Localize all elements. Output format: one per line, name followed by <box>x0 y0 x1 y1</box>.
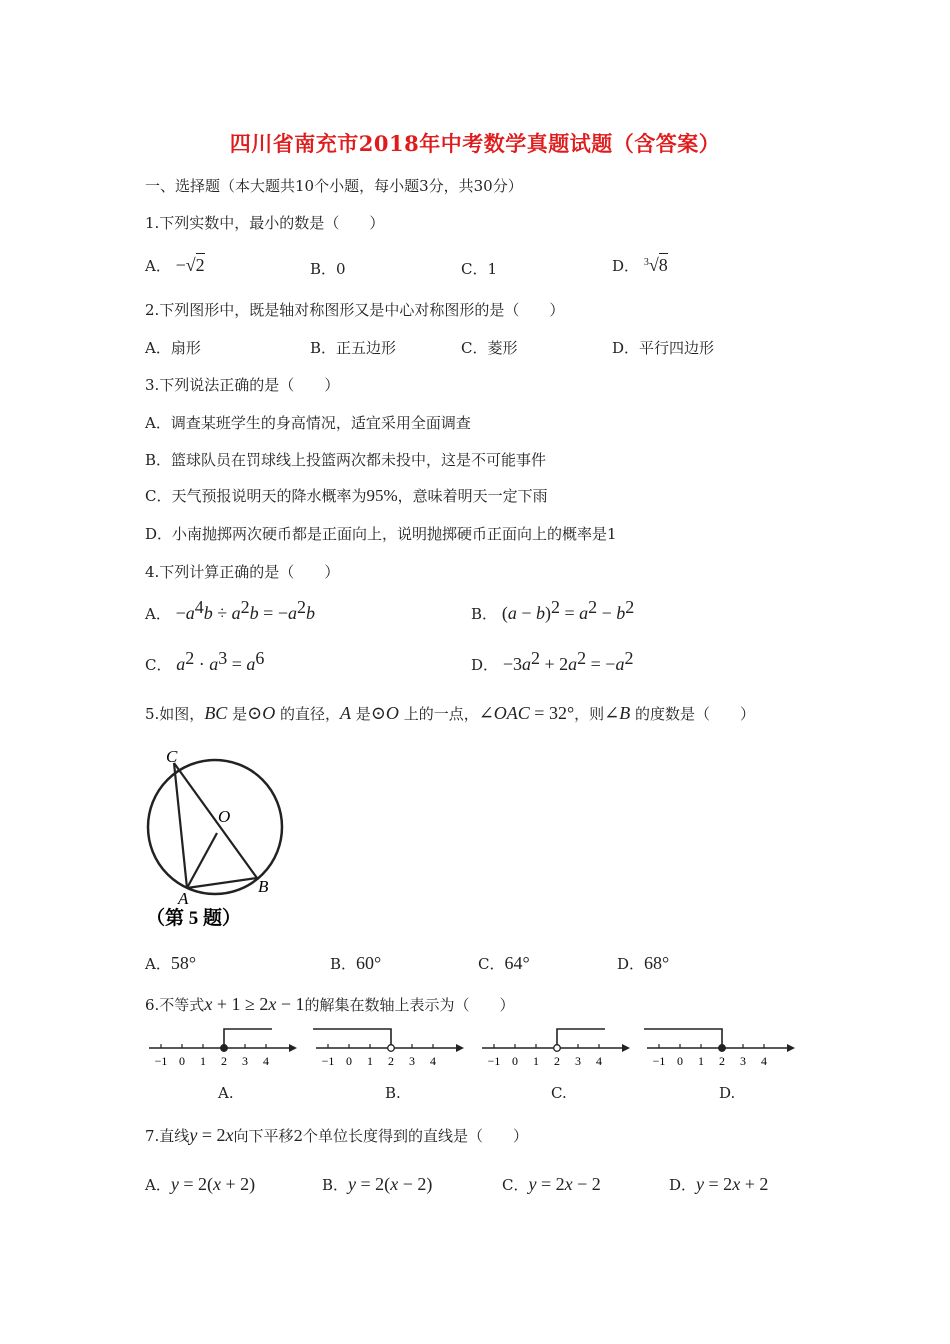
tick-label: 3 <box>242 1054 248 1068</box>
solution-ray <box>313 1029 391 1048</box>
axis-arrow <box>289 1044 297 1052</box>
tick-label: −1 <box>487 1054 501 1068</box>
q4-option-c: C． $a^2 \cdot a^3 = a^6$ <box>145 648 265 674</box>
page-title: 四川省南充市2018年中考数学真题试题（含答案） <box>229 131 721 156</box>
q1-option-d: D． $^3$√8 <box>612 255 668 275</box>
solution-ray <box>644 1029 722 1048</box>
q7-option-d: D．y = 2x + 2 <box>669 1174 769 1194</box>
circle-o <box>148 760 282 894</box>
tick-label: 3 <box>409 1054 415 1068</box>
q4-option-b: B． $(a - b)^2 = a^2 - b^2$ <box>471 597 635 623</box>
q1-option-a: A． −√2 <box>145 255 205 275</box>
q6-option-c-label: C. <box>551 1084 567 1102</box>
q6-option-d-label: D. <box>719 1084 736 1102</box>
q5-option-a: A．58° <box>145 953 197 973</box>
tick-label: 0 <box>179 1054 185 1068</box>
tick-label: 2 <box>221 1054 227 1068</box>
tick-label: −1 <box>652 1054 666 1068</box>
closed-point <box>719 1045 726 1052</box>
tick-label: 1 <box>200 1054 206 1068</box>
tick-label: 1 <box>367 1054 373 1068</box>
question-5-stem: 5.如图，BC 是⊙O 的直径，A 是⊙O 上的一点，∠OAC = 32°，则∠B 的度数是（ ） <box>145 703 756 723</box>
question-6-stem: 6.不等式x + 1 ≥ 2x − 1的解集在数轴上表示为（ ） <box>145 994 515 1014</box>
solution-ray <box>557 1029 605 1048</box>
tick-label: 2 <box>719 1054 725 1068</box>
question-2-stem: 2.下列图形中，既是轴对称图形又是中心对称图形的是（ ） <box>145 301 565 319</box>
q3-option-a: A．调查某班学生的身高情况，适宜采用全面调查 <box>145 414 471 432</box>
q1-option-b: B．0 <box>310 260 346 278</box>
q4-option-a: A． $-a^4b \div a^2b = -a^2b$ <box>145 597 315 623</box>
tick-label: 4 <box>596 1054 602 1068</box>
q2-option-c: C．菱形 <box>461 339 518 357</box>
q7-option-b: B．y = 2(x − 2) <box>322 1174 433 1194</box>
tick-label: 0 <box>512 1054 518 1068</box>
axis-arrow <box>622 1044 630 1052</box>
q6-option-a-label: A. <box>218 1084 234 1102</box>
closed-point <box>221 1045 228 1052</box>
number-line-c <box>478 1025 630 1075</box>
label-b: B <box>258 877 269 896</box>
solution-ray <box>224 1029 272 1048</box>
q3-option-d: D．小南抛掷两次硬币都是正面向上，说明抛掷硬币正面向上的概率是1 <box>145 525 617 543</box>
tick-label: −1 <box>321 1054 335 1068</box>
axis-arrow <box>456 1044 464 1052</box>
chord-ca <box>174 763 187 888</box>
q2-option-b: B．正五边形 <box>310 339 397 357</box>
diameter-bc <box>174 763 257 878</box>
q6-option-b-label: B. <box>385 1084 401 1102</box>
label-a: A <box>178 889 189 908</box>
tick-label: 1 <box>533 1054 539 1068</box>
question-4-stem: 4.下列计算正确的是（ ） <box>145 563 340 581</box>
tick-label: 2 <box>554 1054 560 1068</box>
tick-label: 2 <box>388 1054 394 1068</box>
tick-label: 1 <box>698 1054 704 1068</box>
section-header: 一、选择题（本大题共10个小题，每小题3分，共30分） <box>145 177 523 195</box>
tick-label: 4 <box>761 1054 767 1068</box>
q3-option-b: B．篮球队员在罚球线上投篮两次都未投中，这是不可能事件 <box>145 451 547 469</box>
question-7-stem: 7.直线y = 2x向下平移2个单位长度得到的直线是（ ） <box>145 1125 529 1145</box>
q3-option-c: C．天气预报说明天的降水概率为95%，意味着明天一定下雨 <box>145 486 548 505</box>
tick-label: 3 <box>740 1054 746 1068</box>
radius-oa <box>187 833 217 888</box>
circle-figure <box>140 745 290 930</box>
tick-label: −1 <box>154 1054 168 1068</box>
q7-option-a: A．y = 2(x + 2) <box>145 1174 256 1194</box>
q7-option-c: C．y = 2x − 2 <box>502 1174 601 1194</box>
q5-option-b: B．60° <box>330 953 382 973</box>
question-3-stem: 3.下列说法正确的是（ ） <box>145 376 340 394</box>
tick-label: 3 <box>575 1054 581 1068</box>
q4-option-d: D． $-3a^2 + 2a^2 = -a^2$ <box>471 648 634 674</box>
label-o: O <box>218 807 231 826</box>
q2-option-a: A．扇形 <box>145 339 201 357</box>
figure-caption: （第 5 题） <box>146 908 242 929</box>
question-1-stem: 1.下列实数中，最小的数是（ ） <box>145 214 385 232</box>
tick-label: 4 <box>263 1054 269 1068</box>
q5-option-c: C．64° <box>478 953 530 973</box>
axis-arrow <box>787 1044 795 1052</box>
q5-option-d: D．68° <box>617 953 670 973</box>
open-point <box>388 1045 395 1052</box>
tick-label: 0 <box>677 1054 683 1068</box>
number-line-a <box>145 1025 297 1075</box>
tick-label: 4 <box>430 1054 436 1068</box>
tick-label: 0 <box>346 1054 352 1068</box>
q2-option-d: D．平行四边形 <box>612 339 715 357</box>
q1-option-c: C．1 <box>461 260 498 278</box>
number-line-d <box>643 1025 795 1075</box>
label-c: C <box>166 747 178 766</box>
open-point <box>554 1045 561 1052</box>
number-line-b <box>312 1025 464 1075</box>
